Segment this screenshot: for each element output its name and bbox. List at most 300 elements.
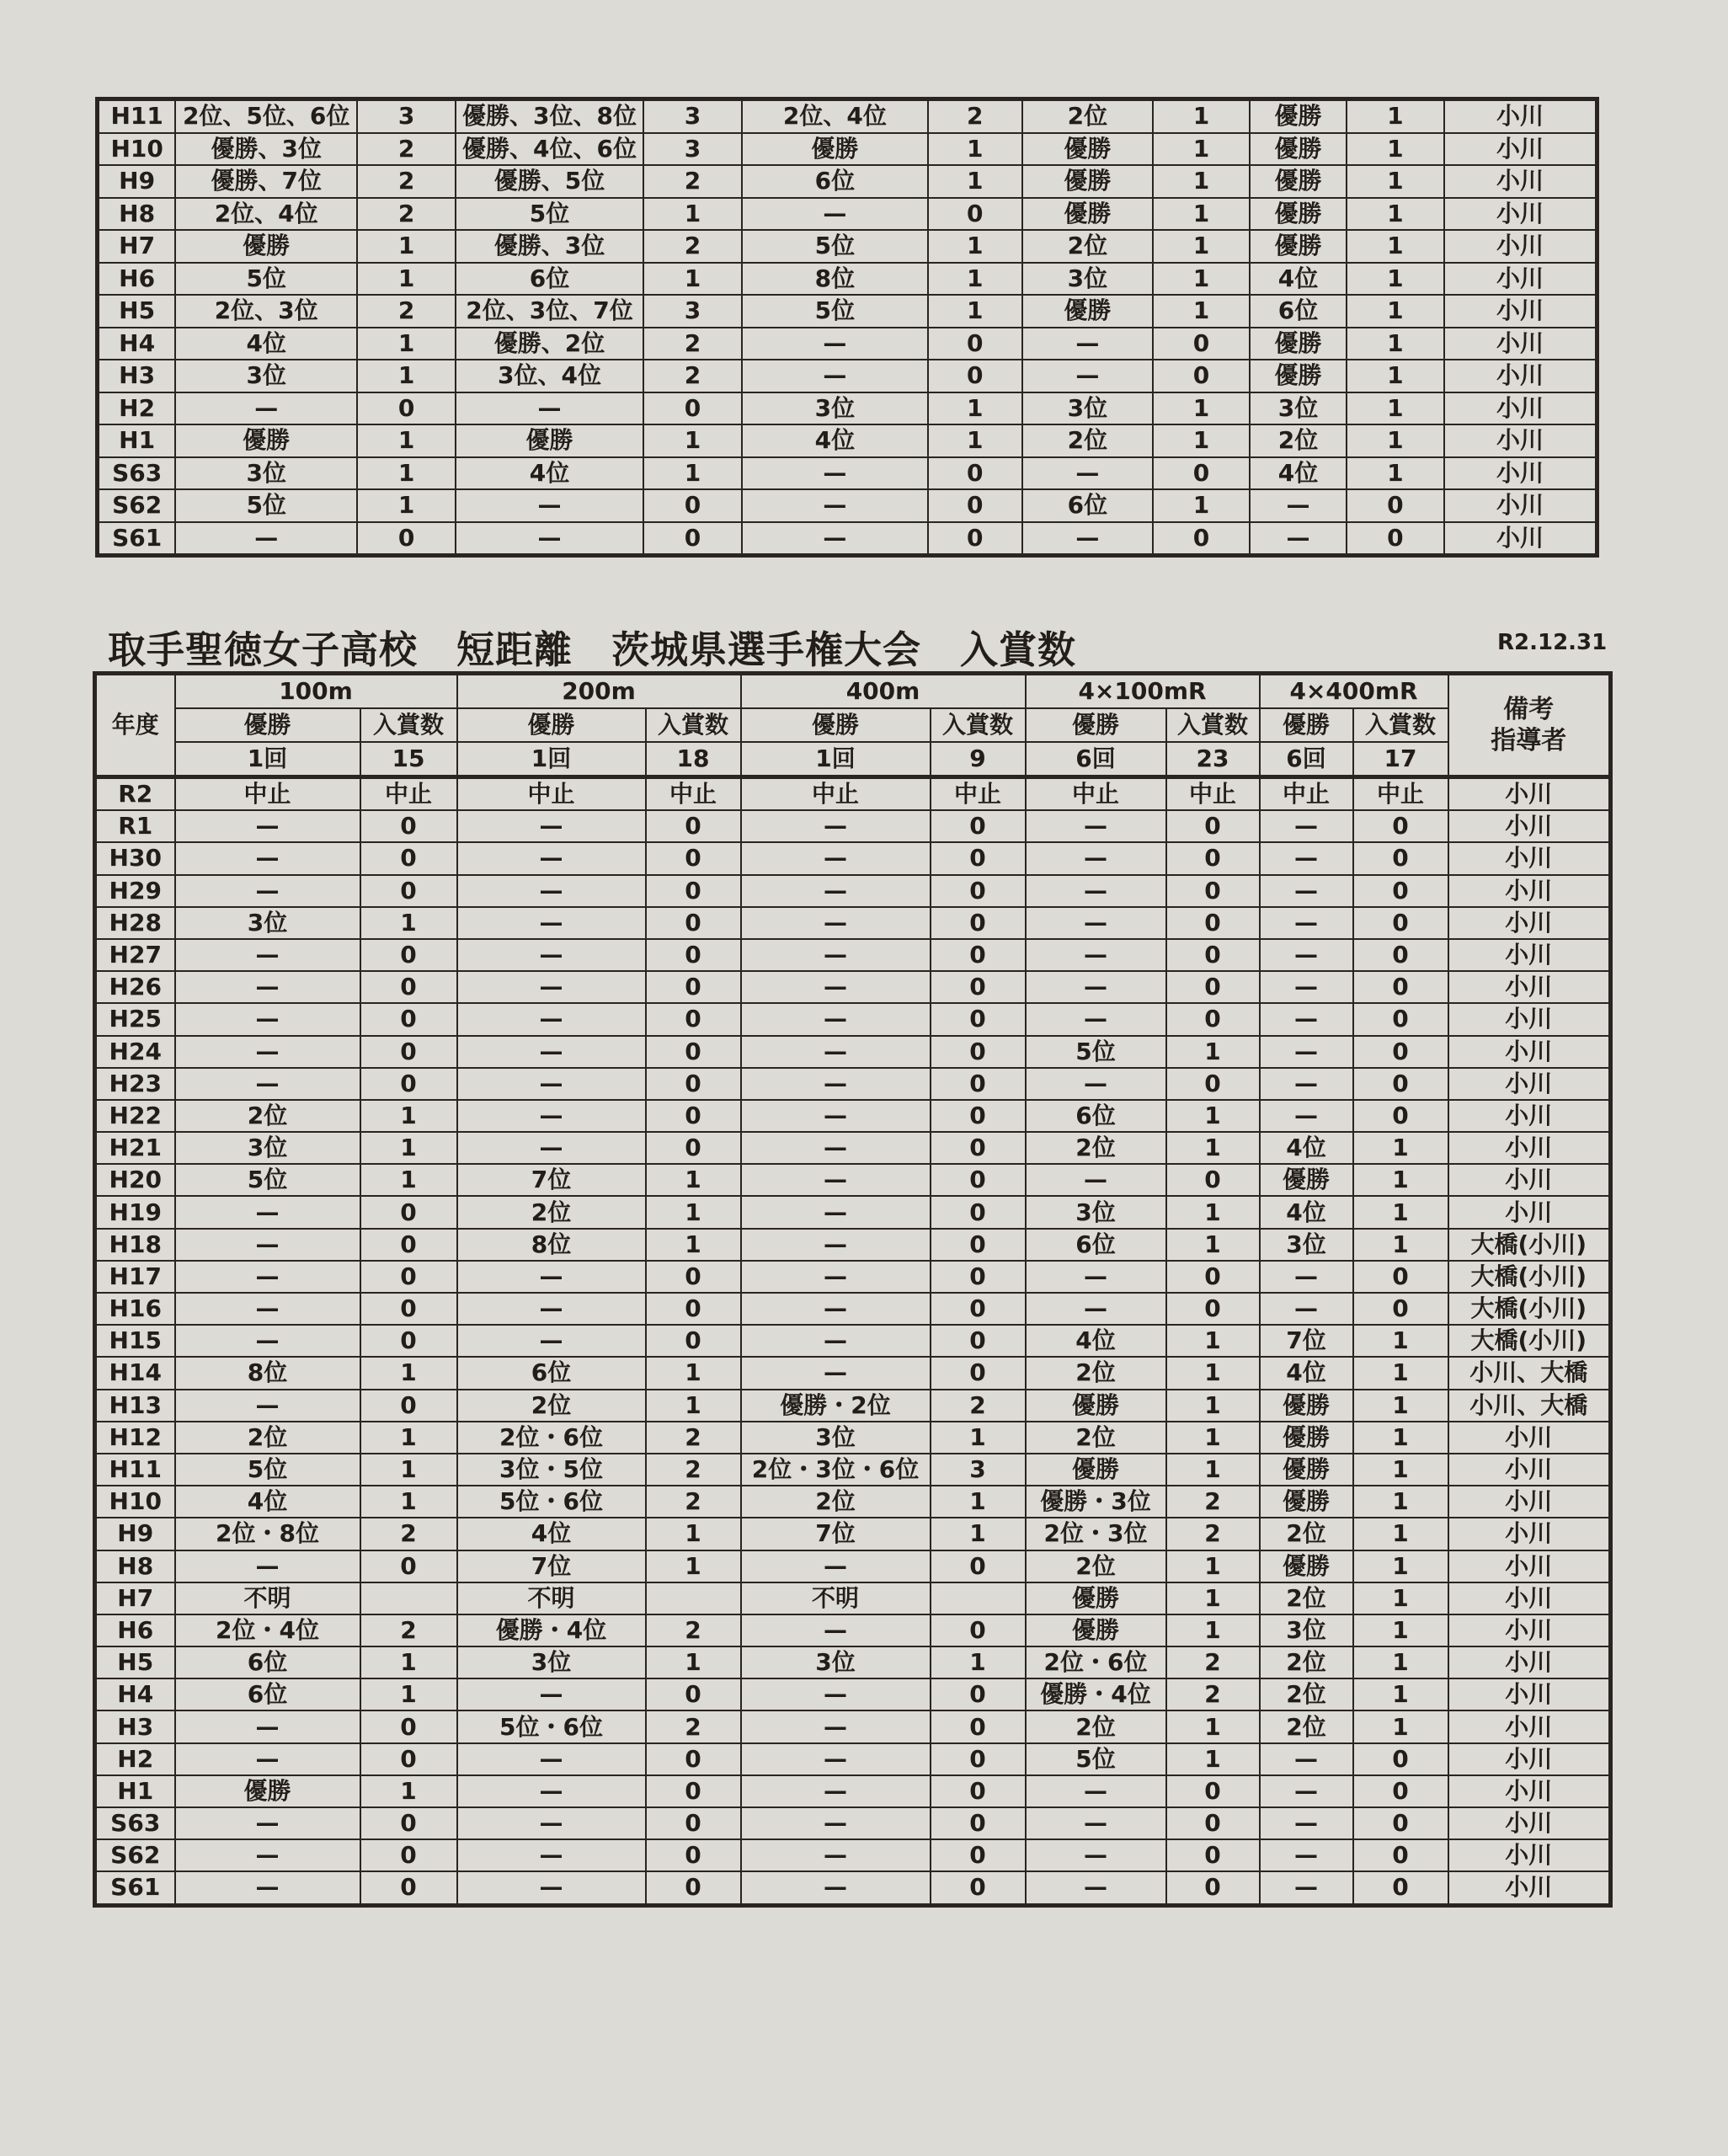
table-cell: 0 xyxy=(1166,1839,1260,1871)
table-cell: 1 xyxy=(1166,1229,1260,1261)
wins-total: 6回 xyxy=(1260,742,1353,777)
table-cell: 2 xyxy=(643,328,742,360)
table-cell: 1 xyxy=(360,1775,457,1807)
coach-cell: 小川 xyxy=(1448,971,1611,1003)
table-cell: 0 xyxy=(928,457,1022,490)
year-cell: H11 xyxy=(95,1454,175,1486)
table-cell: 0 xyxy=(1166,1068,1260,1100)
table-cell: 1 xyxy=(928,263,1022,296)
table-cell: 0 xyxy=(1353,842,1448,874)
table-cell: 2位 xyxy=(1022,424,1153,457)
placings-total: 9 xyxy=(931,742,1026,777)
table-cell: 0 xyxy=(931,1743,1026,1775)
table-cell: 優勝 xyxy=(456,424,643,457)
table-cell: 1 xyxy=(1166,1196,1260,1228)
table-cell: 0 xyxy=(1353,1839,1448,1871)
table-cell: 0 xyxy=(1166,1261,1260,1293)
table-cell: 中止 xyxy=(931,777,1026,811)
totals-row xyxy=(95,742,1611,777)
table-cell: 2位 xyxy=(175,1422,360,1454)
table-cell: 2位 xyxy=(1022,230,1153,263)
table-cell: 0 xyxy=(643,392,742,425)
year-cell: H15 xyxy=(95,1325,175,1357)
table-cell: — xyxy=(175,1871,360,1905)
coach-cell: 小川 xyxy=(1448,1003,1611,1035)
table-cell: 0 xyxy=(646,1003,741,1035)
table-cell: 1 xyxy=(360,1164,457,1196)
table-cell: 0 xyxy=(1166,1293,1260,1325)
table-cell: 0 xyxy=(1353,1068,1448,1100)
table-cell: — xyxy=(175,875,360,907)
table-cell: 1 xyxy=(360,907,457,939)
coach-cell: 小川 xyxy=(1444,230,1597,263)
table-cell: 0 xyxy=(931,1357,1026,1389)
table-cell: 3位 xyxy=(1026,1196,1166,1228)
table-row xyxy=(95,1486,1611,1518)
year-cell: R1 xyxy=(95,810,175,842)
table-row xyxy=(98,328,1597,360)
table-cell: 4位 xyxy=(1026,1325,1166,1357)
table-cell: 1 xyxy=(928,230,1022,263)
table-cell: — xyxy=(741,1100,931,1132)
table-cell: 1 xyxy=(1347,360,1444,392)
table-cell: 5位 xyxy=(456,198,643,231)
table-cell: 優勝・3位 xyxy=(1026,1486,1166,1518)
table-cell: 優勝、3位、8位 xyxy=(456,99,643,133)
coach-cell: 小川 xyxy=(1448,1710,1611,1742)
table-cell: — xyxy=(1260,1261,1353,1293)
table-cell: 2位 xyxy=(1026,1710,1166,1742)
table-cell: 2位 xyxy=(175,1100,360,1132)
table-cell: 優勝 xyxy=(1250,133,1347,166)
table-cell: — xyxy=(457,842,646,874)
table-cell: 1 xyxy=(646,1390,741,1422)
table-cell: 0 xyxy=(646,875,741,907)
table-cell: 1 xyxy=(1347,99,1444,133)
table-cell: 5位 xyxy=(1026,1036,1166,1068)
table-row xyxy=(98,360,1597,392)
table-cell: 優勝 xyxy=(1026,1390,1166,1422)
prefectural-championship-table xyxy=(93,671,1613,1908)
table-cell: 1 xyxy=(1153,392,1250,425)
table-cell: 2 xyxy=(643,230,742,263)
table-cell: 0 xyxy=(646,1775,741,1807)
table-cell: 0 xyxy=(1166,1871,1260,1905)
table-cell: 0 xyxy=(1353,1807,1448,1839)
table-cell: 1 xyxy=(1153,489,1250,522)
wins-header: 優勝 xyxy=(175,708,360,742)
table-cell: 0 xyxy=(360,1003,457,1035)
table-cell: 優勝、5位 xyxy=(456,165,643,198)
coach-cell: 小川 xyxy=(1444,133,1597,166)
table-cell: — xyxy=(741,842,931,874)
table-cell: 1 xyxy=(1166,1710,1260,1742)
placings-total: 23 xyxy=(1166,742,1260,777)
table-cell: 優勝 xyxy=(1260,1164,1353,1196)
table-cell: 0 xyxy=(646,1807,741,1839)
coach-cell: 小川 xyxy=(1448,1422,1611,1454)
table-cell: 1 xyxy=(1353,1678,1448,1710)
table-cell: — xyxy=(1022,360,1153,392)
table-cell: 0 xyxy=(931,1068,1026,1100)
table-cell: 2 xyxy=(646,1422,741,1454)
table-cell: — xyxy=(457,1743,646,1775)
table-cell: 0 xyxy=(931,1775,1026,1807)
wins-total: 1回 xyxy=(175,742,360,777)
table-cell: — xyxy=(175,1036,360,1068)
table-cell: 優勝 xyxy=(175,230,357,263)
table-cell: 4位 xyxy=(175,328,357,360)
table-cell: 1 xyxy=(928,133,1022,166)
table-cell: 1 xyxy=(1153,295,1250,328)
table-cell: — xyxy=(1260,971,1353,1003)
placings-total: 18 xyxy=(646,742,741,777)
coach-cell: 小川 xyxy=(1448,1646,1611,1678)
table-cell: 2 xyxy=(357,198,456,231)
table-cell: 0 xyxy=(357,522,456,556)
table-cell: 1 xyxy=(1353,1229,1448,1261)
table-cell: — xyxy=(741,1003,931,1035)
table-cell: 1 xyxy=(360,1100,457,1132)
table-row xyxy=(95,907,1611,939)
table-cell: 1 xyxy=(1353,1518,1448,1550)
table-cell: — xyxy=(741,1164,931,1196)
table-cell: 1 xyxy=(357,263,456,296)
table-cell: 0 xyxy=(1153,457,1250,490)
table-row xyxy=(95,939,1611,971)
coach-cell: 小川 xyxy=(1448,1550,1611,1582)
table-cell: 4位 xyxy=(1250,263,1347,296)
table-cell: 1 xyxy=(1353,1132,1448,1164)
table-row xyxy=(98,522,1597,556)
table-cell: 1 xyxy=(646,1646,741,1678)
table-cell: — xyxy=(741,1357,931,1389)
table-row xyxy=(95,1518,1611,1550)
coach-cell: 小川 xyxy=(1448,1775,1611,1807)
table-cell: 0 xyxy=(931,1164,1026,1196)
table-cell: 7位 xyxy=(457,1550,646,1582)
table-cell: 0 xyxy=(360,1743,457,1775)
event-header-200m: 200m xyxy=(457,674,741,709)
coach-cell: 小川 xyxy=(1448,1068,1611,1100)
year-cell: H28 xyxy=(95,907,175,939)
table-cell: 1 xyxy=(646,1229,741,1261)
table-cell: — xyxy=(457,1003,646,1035)
year-cell: H9 xyxy=(95,1518,175,1550)
table-cell: 2位、4位 xyxy=(742,99,928,133)
table-row xyxy=(95,1357,1611,1389)
table-cell: 2 xyxy=(646,1486,741,1518)
table-cell: 2位 xyxy=(1026,1132,1166,1164)
table-cell: — xyxy=(457,1678,646,1710)
previous-results-body xyxy=(98,99,1597,556)
table-cell: 1 xyxy=(357,424,456,457)
table-cell: 0 xyxy=(1166,875,1260,907)
coach-cell: 小川 xyxy=(1448,1518,1611,1550)
table-cell: 2位 xyxy=(1260,1710,1353,1742)
coach-cell: 大橋(小川) xyxy=(1448,1261,1611,1293)
table-cell: 0 xyxy=(1353,1743,1448,1775)
table-cell: 0 xyxy=(1166,939,1260,971)
placings-total: 15 xyxy=(360,742,457,777)
table-cell: 3 xyxy=(643,99,742,133)
table-cell: — xyxy=(175,1068,360,1100)
year-cell: H7 xyxy=(98,230,176,263)
year-cell: H17 xyxy=(95,1261,175,1293)
table-row xyxy=(95,971,1611,1003)
table-cell: 0 xyxy=(1166,1807,1260,1839)
table-cell: 0 xyxy=(1353,810,1448,842)
table-cell: 6位 xyxy=(456,263,643,296)
table-cell: 0 xyxy=(1166,810,1260,842)
table-cell: 6位 xyxy=(1026,1229,1166,1261)
year-cell: H27 xyxy=(95,939,175,971)
table-cell: 3 xyxy=(931,1454,1026,1486)
placings-header: 入賞数 xyxy=(646,708,741,742)
table-cell: — xyxy=(457,875,646,907)
event-header-row xyxy=(95,674,1611,709)
coach-cell: 大橋(小川) xyxy=(1448,1325,1611,1357)
table-cell: 1 xyxy=(931,1422,1026,1454)
table-cell: 優勝 xyxy=(1022,165,1153,198)
table-row xyxy=(98,489,1597,522)
table-cell: 2 xyxy=(1166,1678,1260,1710)
table-cell: 中止 xyxy=(1260,777,1353,811)
table-cell xyxy=(931,1582,1026,1614)
table-row xyxy=(95,810,1611,842)
coach-cell: 小川 xyxy=(1448,1036,1611,1068)
table-cell: 5位 xyxy=(175,1164,360,1196)
table-cell: 優勝・4位 xyxy=(457,1614,646,1646)
table-cell: — xyxy=(1026,907,1166,939)
table-cell: 1 xyxy=(928,392,1022,425)
table-cell: 1 xyxy=(1353,1710,1448,1742)
table-cell: 優勝 xyxy=(175,424,357,457)
table-cell: — xyxy=(175,1839,360,1871)
table-row xyxy=(95,1068,1611,1100)
table-cell: 5位 xyxy=(175,1454,360,1486)
table-cell: 2位・3位・6位 xyxy=(741,1454,931,1486)
year-header: 年度 xyxy=(95,674,175,777)
table-cell: — xyxy=(1026,939,1166,971)
placings-header: 入賞数 xyxy=(931,708,1026,742)
table-cell: 1 xyxy=(360,1454,457,1486)
table-cell: 0 xyxy=(931,971,1026,1003)
coach-cell: 小川 xyxy=(1444,295,1597,328)
table-cell: 0 xyxy=(360,1871,457,1905)
table-cell: 0 xyxy=(931,1550,1026,1582)
table-cell: 0 xyxy=(1353,1775,1448,1807)
table-cell: — xyxy=(1026,1068,1166,1100)
placings-header: 入賞数 xyxy=(1353,708,1448,742)
coach-cell: 小川 xyxy=(1448,1743,1611,1775)
table-cell: 1 xyxy=(1153,133,1250,166)
table-cell: 1 xyxy=(646,1550,741,1582)
table-cell: 2位 xyxy=(457,1390,646,1422)
table-cell: 優勝、3位 xyxy=(456,230,643,263)
table-cell: — xyxy=(1022,457,1153,490)
table-cell: — xyxy=(1026,1261,1166,1293)
table-cell: 1 xyxy=(928,165,1022,198)
year-cell: R2 xyxy=(95,777,175,811)
coach-cell: 小川 xyxy=(1444,263,1597,296)
table-cell: 0 xyxy=(1353,907,1448,939)
table-cell: 0 xyxy=(931,939,1026,971)
table-cell: 0 xyxy=(1166,907,1260,939)
table-row xyxy=(98,392,1597,425)
table-cell: 2 xyxy=(646,1710,741,1742)
table-cell: — xyxy=(457,1775,646,1807)
coach-cell: 小川 xyxy=(1444,198,1597,231)
previous-results-table xyxy=(95,97,1599,558)
table-cell: 0 xyxy=(931,1196,1026,1228)
table-row xyxy=(95,1710,1611,1742)
table-cell: 1 xyxy=(357,489,456,522)
table-cell: 0 xyxy=(931,1807,1026,1839)
year-cell: H14 xyxy=(95,1357,175,1389)
table-row xyxy=(95,1550,1611,1582)
table-cell: 0 xyxy=(928,522,1022,556)
table-cell: 0 xyxy=(1166,971,1260,1003)
table-cell: — xyxy=(175,1261,360,1293)
table-cell: 1 xyxy=(1353,1486,1448,1518)
table-cell: — xyxy=(741,907,931,939)
table-cell: — xyxy=(741,1775,931,1807)
table-cell: 中止 xyxy=(360,777,457,811)
table-cell: — xyxy=(741,1550,931,1582)
table-cell: 1 xyxy=(1353,1550,1448,1582)
table-cell: — xyxy=(1260,875,1353,907)
table-cell: 0 xyxy=(360,875,457,907)
year-cell: H24 xyxy=(95,1036,175,1068)
table-cell: 1 xyxy=(1166,1422,1260,1454)
table-cell: 0 xyxy=(646,1036,741,1068)
coach-cell: 小川 xyxy=(1444,457,1597,490)
table-cell: 2 xyxy=(357,165,456,198)
sub-header-row xyxy=(95,708,1611,742)
table-cell: 1 xyxy=(357,230,456,263)
table-cell: — xyxy=(175,1390,360,1422)
table-cell: 1 xyxy=(1353,1582,1448,1614)
table-cell: 1 xyxy=(646,1518,741,1550)
table-cell: 3位 xyxy=(741,1646,931,1678)
table-cell: — xyxy=(457,1807,646,1839)
table-row xyxy=(98,295,1597,328)
coach-cell: 小川 xyxy=(1444,360,1597,392)
table-cell: 5位 xyxy=(742,230,928,263)
table-cell: 1 xyxy=(1153,198,1250,231)
table-cell: — xyxy=(1260,1293,1353,1325)
table-cell: 0 xyxy=(931,810,1026,842)
table-cell: — xyxy=(175,1710,360,1742)
table-cell: — xyxy=(457,1293,646,1325)
table-cell: 0 xyxy=(1153,522,1250,556)
table-cell: — xyxy=(1260,1743,1353,1775)
table-cell: — xyxy=(741,1807,931,1839)
table-cell: 1 xyxy=(360,1486,457,1518)
table-row xyxy=(98,99,1597,133)
table-cell: 3位 xyxy=(175,1132,360,1164)
table-row xyxy=(95,1582,1611,1614)
year-cell: S63 xyxy=(98,457,176,490)
table-cell: 1 xyxy=(1166,1582,1260,1614)
table-cell: 1 xyxy=(360,1132,457,1164)
table-cell: 中止 xyxy=(741,777,931,811)
table-cell: 4位 xyxy=(1260,1196,1353,1228)
table-cell: 不明 xyxy=(457,1582,646,1614)
table-cell: 0 xyxy=(646,1132,741,1164)
table-row xyxy=(98,263,1597,296)
wins-header: 優勝 xyxy=(1026,708,1166,742)
table-cell: 4位 xyxy=(456,457,643,490)
table-cell: 3 xyxy=(643,133,742,166)
table-cell: — xyxy=(175,1196,360,1228)
year-cell: H4 xyxy=(98,328,176,360)
table-cell: 0 xyxy=(646,907,741,939)
table-row xyxy=(95,1196,1611,1228)
table-cell: 0 xyxy=(1353,875,1448,907)
table-cell: — xyxy=(742,489,928,522)
table-cell: 0 xyxy=(360,1036,457,1068)
table-cell: 1 xyxy=(643,424,742,457)
coach-cell: 小川 xyxy=(1448,810,1611,842)
prefectural-results-body xyxy=(95,777,1611,1906)
table-cell: 5位 xyxy=(742,295,928,328)
table-row xyxy=(95,1678,1611,1710)
table-cell: 1 xyxy=(1347,328,1444,360)
table-cell: 優勝 xyxy=(1260,1422,1353,1454)
table-cell: 0 xyxy=(1353,939,1448,971)
year-cell: S63 xyxy=(95,1807,175,1839)
table-cell: 優勝 xyxy=(1022,133,1153,166)
table-cell: 優勝 xyxy=(1250,198,1347,231)
table-cell: 1 xyxy=(360,1422,457,1454)
table-cell: 優勝・4位 xyxy=(1026,1678,1166,1710)
table-cell: — xyxy=(1260,810,1353,842)
table-cell: 1 xyxy=(1166,1036,1260,1068)
table-cell: 0 xyxy=(1166,842,1260,874)
table-cell: 0 xyxy=(646,842,741,874)
table-cell: 0 xyxy=(360,971,457,1003)
table-cell: — xyxy=(742,328,928,360)
note-coach-header: 備考 指導者 xyxy=(1448,674,1611,777)
coach-cell: 小川 xyxy=(1444,99,1597,133)
table-cell: 2 xyxy=(928,99,1022,133)
table-cell: 0 xyxy=(931,1839,1026,1871)
coach-cell: 小川 xyxy=(1448,875,1611,907)
table-cell: — xyxy=(175,392,357,425)
wins-header: 優勝 xyxy=(741,708,931,742)
year-cell: H26 xyxy=(95,971,175,1003)
table-row xyxy=(98,198,1597,231)
table-row xyxy=(98,230,1597,263)
year-cell: H3 xyxy=(98,360,176,392)
table-cell: 6位 xyxy=(742,165,928,198)
table-cell: 3 xyxy=(643,295,742,328)
table-cell: — xyxy=(1260,1871,1353,1905)
year-cell: H11 xyxy=(98,99,176,133)
table-cell: 0 xyxy=(931,1325,1026,1357)
table-cell: 4位 xyxy=(742,424,928,457)
table-cell: 6位 xyxy=(175,1646,360,1678)
table-cell: 0 xyxy=(931,1614,1026,1646)
table-cell: 1 xyxy=(1347,263,1444,296)
table-cell: 0 xyxy=(360,842,457,874)
table-cell: 4位 xyxy=(1260,1132,1353,1164)
table-cell: 2位・6位 xyxy=(457,1422,646,1454)
table-cell: — xyxy=(1260,1839,1353,1871)
table-cell: — xyxy=(457,1261,646,1293)
